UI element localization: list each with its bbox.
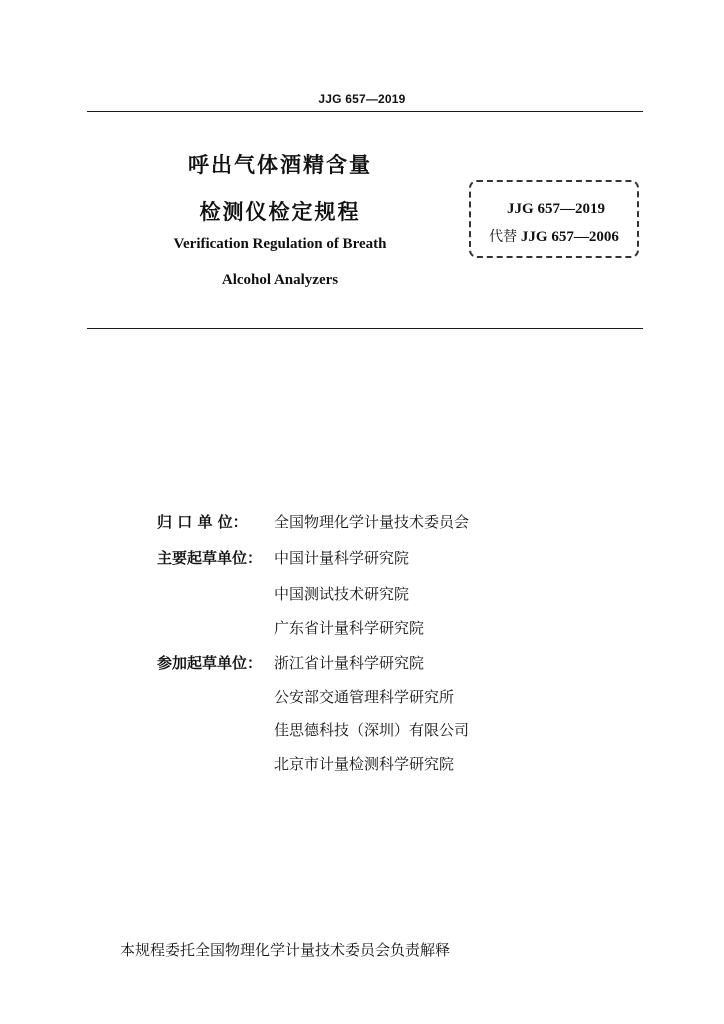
replaced-code: JJG 657—2006 <box>520 229 619 245</box>
responsible-unit-label: 归 口 单 位： <box>157 513 248 531</box>
participating-drafter-item: 北京市计量检测科学研究院 <box>274 755 455 773</box>
participating-drafter-item: 佳思德科技（深圳）有限公司 <box>274 721 470 739</box>
title-cn-line2: 检测仪检定规程 <box>199 200 361 224</box>
responsible-unit-row <box>157 511 469 532</box>
title-cn-line1: 呼出气体酒精含量 <box>188 153 372 177</box>
header-code: JJG 657—2019 <box>318 92 406 106</box>
participating-drafter-item: 公安部交通管理科学研究所 <box>274 688 455 706</box>
footer-note: 本规程委托全国物理化学计量技术委员会负责解释 <box>120 941 451 959</box>
participating-drafter-label: 参加起草单位： <box>157 654 263 672</box>
main-drafter-row <box>157 547 409 568</box>
title-en-line1: Verification Regulation of Breath <box>173 236 387 252</box>
bottom-rule <box>87 328 643 329</box>
code-box-replaces <box>469 226 639 246</box>
main-drafter-item: 中国测试技术研究院 <box>274 585 410 603</box>
top-rule <box>87 111 643 112</box>
participating-drafter-value: 浙江省计量科学研究院 <box>274 654 425 672</box>
main-drafter-value: 中国计量科学研究院 <box>274 549 410 567</box>
code-box-code: JJG 657—2019 <box>507 201 605 217</box>
code-box <box>469 180 639 258</box>
replace-prefix: 代替 <box>489 229 518 245</box>
responsible-unit-value: 全国物理化学计量技术委员会 <box>274 513 470 531</box>
participating-drafter-row <box>157 652 424 673</box>
main-drafter-item: 广东省计量科学研究院 <box>274 619 425 637</box>
main-drafter-label: 主要起草单位： <box>157 549 263 567</box>
title-en-line2: Alcohol Analyzers <box>221 272 339 288</box>
